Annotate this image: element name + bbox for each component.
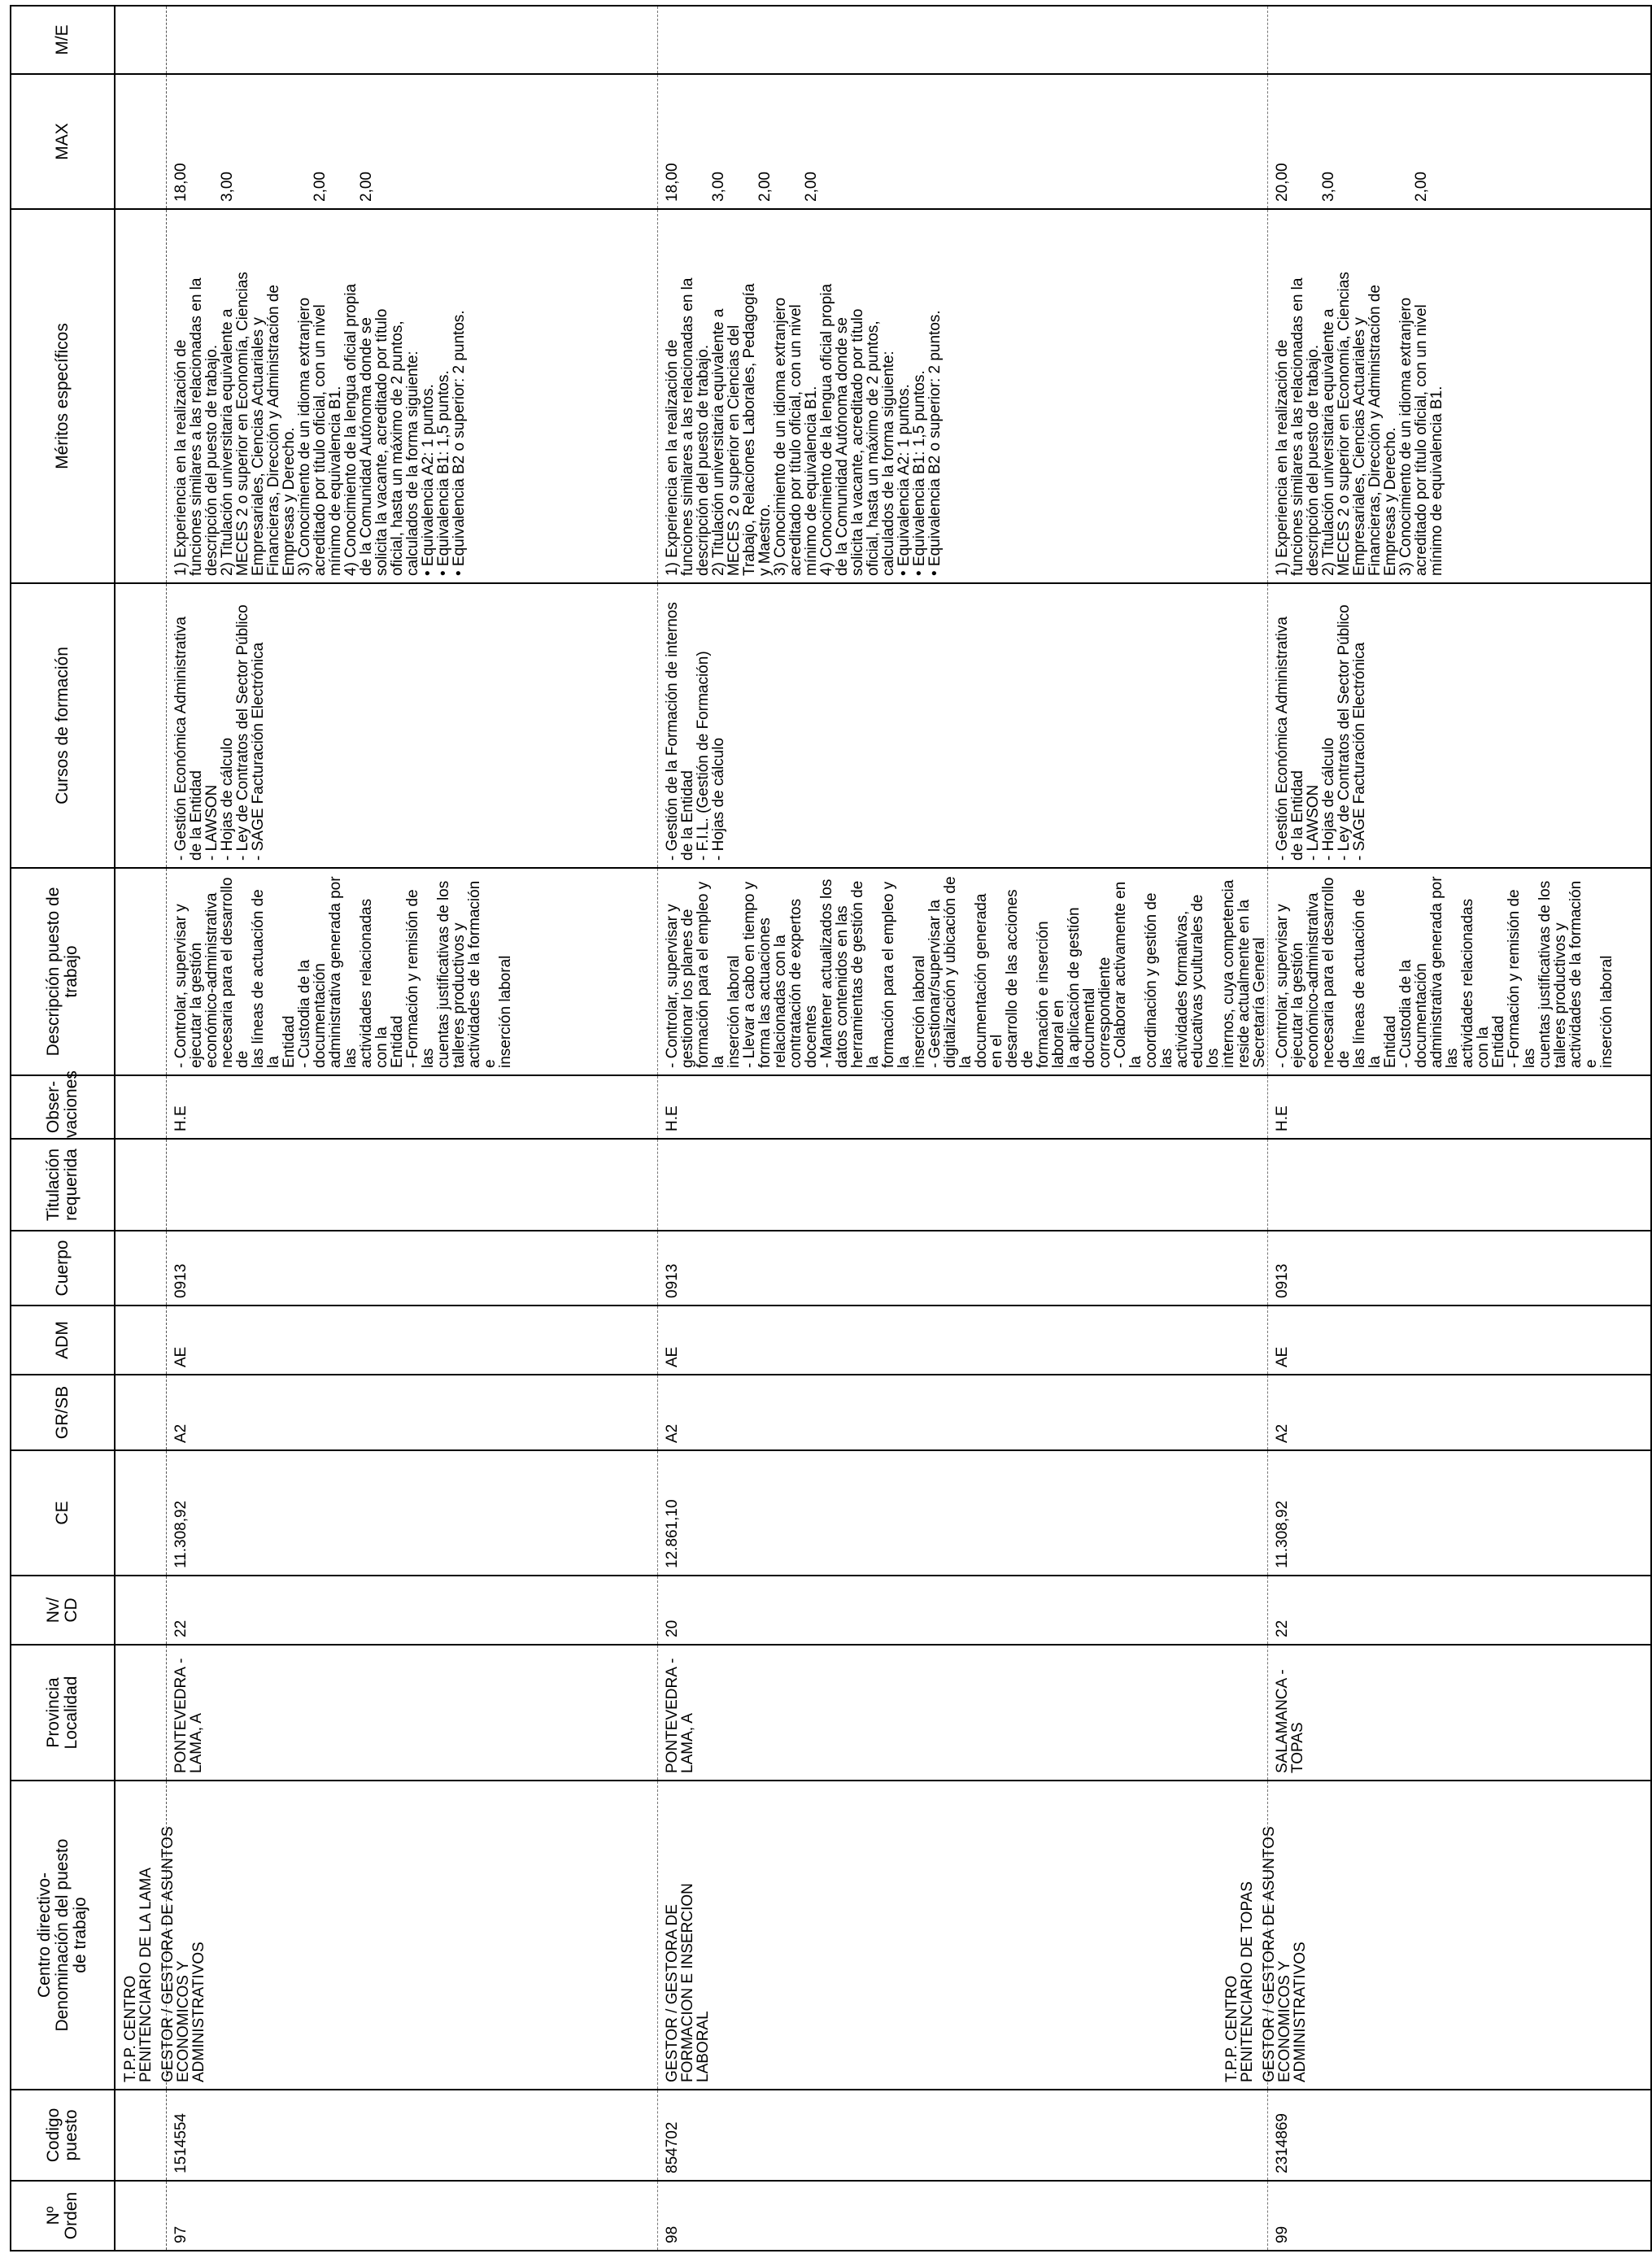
header-orden: Nº Orden <box>11 2181 115 2251</box>
max-value: 2,00 <box>756 172 774 202</box>
table-header-row <box>11 6 115 2251</box>
cell-max <box>167 74 658 209</box>
cell-meritos: 1) Experiencia en la realización de funciones similares a las relacionadas en la descripción del puesto de trabajo. 2) Titulación universitaria equivalente a MECES 2 o superior en Economía, Ciencias Empresariales, Ciencias Actuariales y Financieras, Dirección y Administración de Empresas y Derecho. 3) Conocimiento de un idioma extranjero acreditado por título oficial, con un nivel mínimo de equivalencia B1. <box>1268 209 1652 583</box>
cell-cursos: - Gestión Económica Administrativa de la Entidad - LAWSON - Hojas de cálculo - Ley de Contratos del Sector Público - SAGE Facturación Electrónica <box>1268 583 1652 868</box>
header-ce: CE <box>11 1450 115 1576</box>
cell-provincia: PONTEVEDRA - LAMA, A <box>658 1645 1268 1781</box>
max-value: 18,00 <box>172 163 190 202</box>
max-value: 2,00 <box>803 172 820 202</box>
cell-me <box>1268 6 1652 74</box>
max-value: 3,00 <box>219 172 236 202</box>
cell-max <box>658 74 1268 209</box>
max-value: 18,00 <box>664 163 681 202</box>
cell-centro <box>1223 1781 1652 2090</box>
centro-header: T.P.P. CENTRO PENITENCIARIO DE LA LAMA <box>122 1868 155 2082</box>
max-value: 3,00 <box>710 172 727 202</box>
cell-me <box>167 6 658 74</box>
table-row <box>167 6 658 2251</box>
cell-codigo: 854702 <box>658 2090 1268 2181</box>
header-me: M/E <box>11 6 115 74</box>
cell-orden: 99 <box>1268 2181 1652 2251</box>
cell-meritos: 1) Experiencia en la realización de funciones similares a las relacionadas en la descripción del puesto de trabajo. 2) Titulación universitaria equivalente a MECES 2 o superior en Economía, Ciencias Empresariales, Ciencias Actuariales y Financieras, Dirección y Administración de Empresas y Derecho. 3) Conocimiento de un idioma extranjero acreditado por título oficial, con un nivel mínimo de equivalencia B1. 4) Conocimiento de la lengua oficial propia de la Comunidad Autónoma donde se solicita la vacante, acreditado por título oficial, hasta un máximo de 2 puntos, calculados de la forma siguiente: • Equivalencia A2: 1 puntos. • Equivalencia B1: 1,5 puntos. • Equivalencia B2 o superior: 2 puntos. <box>167 209 658 583</box>
header-codigo: Codigo puesto <box>11 2090 115 2181</box>
cell-nivel: 22 <box>1268 1576 1652 1645</box>
cell-centro <box>658 1781 1268 2090</box>
header-titulacion: Titulación requerida <box>11 1139 115 1231</box>
cell-titulacion <box>658 1139 1268 1231</box>
header-cursos: Cursos de formación <box>11 583 115 868</box>
max-value: 2,00 <box>1413 172 1430 202</box>
cell-ce: 11.308,92 <box>1268 1450 1652 1576</box>
cell-descripcion: - Controlar, supervisar y gestionar los planes de formación para el empleo y la inserción laboral - Llevar a cabo en tiempo y forma las actuaciones relacionadas con la contratación de expertos docentes - Mantener actualizados los datos contenidos en las herramientas de gestión de la formación para el empleo y la inserción laboral - Gestionar/supervisar la digitalización y ubicación de la documentación generada en el desarrollo de las acciones de formación e inserción laboral en la aplicación de gestión documental correspondiente - Colaborar activamente en la coordinación y gestión de las actividades formativas, educativas yculturales de los internos, cuya competencia reside actualmente en la Secretaría General <box>658 868 1268 1075</box>
max-value: 2,00 <box>312 172 329 202</box>
cell-grupo: A2 <box>1268 1375 1652 1450</box>
cell-cursos: - Gestión Económica Administrativa de la Entidad - LAWSON - Hojas de cálculo - Ley de Contratos del Sector Público - SAGE Facturación Electrónica <box>167 583 658 868</box>
header-nivel: Nv/ CD <box>11 1576 115 1645</box>
max-value: 3,00 <box>1320 172 1337 202</box>
table-row <box>1268 6 1652 2251</box>
max-value: 20,00 <box>1274 163 1291 202</box>
cell-observaciones: H.E <box>658 1075 1268 1139</box>
header-max: MAX <box>11 74 115 209</box>
header-provincia: Provincia Localidad <box>11 1645 115 1781</box>
cell-observaciones: H.E <box>1268 1075 1652 1139</box>
cell-grupo: A2 <box>658 1375 1268 1450</box>
job-positions-table <box>10 5 1652 2251</box>
header-descripcion: Descripción puesto de trabajo <box>11 868 115 1075</box>
cell-meritos: 1) Experiencia en la realización de funciones similares a las relacionadas en la descripción del puesto de trabajo. 2) Titulación universitaria equivalente a MECES 2 o superior en Ciencias del Trabajo, Relaciones Laborales, Pedagogía y Maestro. 3) Conocimiento de un idioma extranjero acreditado por título oficial, con un nivel mínimo de equivalencia B1. 4) Conocimiento de la lengua oficial propia de la Comunidad Autónoma donde se solicita la vacante, acreditado por título oficial, hasta un máximo de 2 puntos, calculados de la forma siguiente: • Equivalencia A2: 1 puntos. • Equivalencia B1: 1,5 puntos. • Equivalencia B2 o superior: 2 puntos. <box>658 209 1268 583</box>
cell-adm: AE <box>1268 1306 1652 1375</box>
cell-orden: 97 <box>167 2181 658 2251</box>
cell-adm: AE <box>658 1306 1268 1375</box>
header-centro: Centro directivo- Denominación del puesto de trabajo <box>11 1781 115 2090</box>
header-adm: ADM <box>11 1306 115 1375</box>
cell-descripcion: - Controlar, supervisar y ejecutar la gestión económico-administrativa necesaria para el desarrollo de las líneas de actuación de la Entidad - Custodia de la documentación administrativa generada por las actividades relacionadas con la Entidad - Formación y remisión de las cuentas justificativas de los talleres productivos y actividades de la formación e inserción laboral <box>1268 868 1652 1075</box>
max-value: 2,00 <box>358 172 375 202</box>
header-observaciones: Obser- vaciones <box>11 1075 115 1139</box>
puesto-name: GESTOR / GESTORA DE ASUNTOS ECONOMICOS Y ADMINISTRATIVOS <box>1261 1826 1309 2082</box>
cell-descripcion: - Controlar, supervisar y ejecutar la gestión económico-administrativa necesaria para el desarrollo de las líneas de actuación de la Entidad - Custodia de la documentación administrativa generada por las actividades relacionadas con la Entidad - Formación y remisión de las cuentas justificativas de los talleres productivos y actividades de la formación e inserción laboral <box>167 868 658 1075</box>
header-cuerpo: Cuerpo <box>11 1231 115 1306</box>
centro-header: T.P.P. CENTRO PENITENCIARIO DE TOPAS <box>1223 1881 1256 2082</box>
cell-grupo: A2 <box>167 1375 658 1450</box>
table-row <box>658 6 1268 2251</box>
cell-provincia: PONTEVEDRA - LAMA, A <box>167 1645 658 1781</box>
cell-orden: 98 <box>658 2181 1268 2251</box>
cell-cuerpo: 0913 <box>1268 1231 1652 1306</box>
cell-codigo: 1514554 <box>167 2090 658 2181</box>
cell-codigo: 2314869 <box>1268 2090 1652 2181</box>
cell-titulacion <box>1268 1139 1652 1231</box>
cell-adm: AE <box>167 1306 658 1375</box>
header-grupo: GR/SB <box>11 1375 115 1450</box>
cell-me <box>658 6 1268 74</box>
cell-cursos: - Gestión de la Formación de internos de la Entidad - F.I.L. (Gestión de Formación) - Hojas de cálculo <box>658 583 1268 868</box>
cell-provincia: SALAMANCA - TOPAS <box>1268 1645 1652 1781</box>
cell-centro <box>122 1781 658 2090</box>
cell-titulacion <box>167 1139 658 1231</box>
cell-observaciones: H.E <box>167 1075 658 1139</box>
rotated-table-wrapper <box>10 7 1615 2251</box>
cell-cuerpo: 0913 <box>167 1231 658 1306</box>
cell-cuerpo: 0913 <box>658 1231 1268 1306</box>
cell-nivel: 20 <box>658 1576 1268 1645</box>
cell-nivel: 22 <box>167 1576 658 1645</box>
cell-ce: 11.308,92 <box>167 1450 658 1576</box>
puesto-name: GESTOR / GESTORA DE FORMACION E INSERCION LABORAL <box>664 1883 712 2082</box>
header-meritos: Méritos específicos <box>11 209 115 583</box>
cell-ce: 12.861,10 <box>658 1450 1268 1576</box>
puesto-name: GESTOR / GESTORA DE ASUNTOS ECONOMICOS Y ADMINISTRATIVOS <box>159 1826 207 2082</box>
cell-max <box>1268 74 1652 209</box>
